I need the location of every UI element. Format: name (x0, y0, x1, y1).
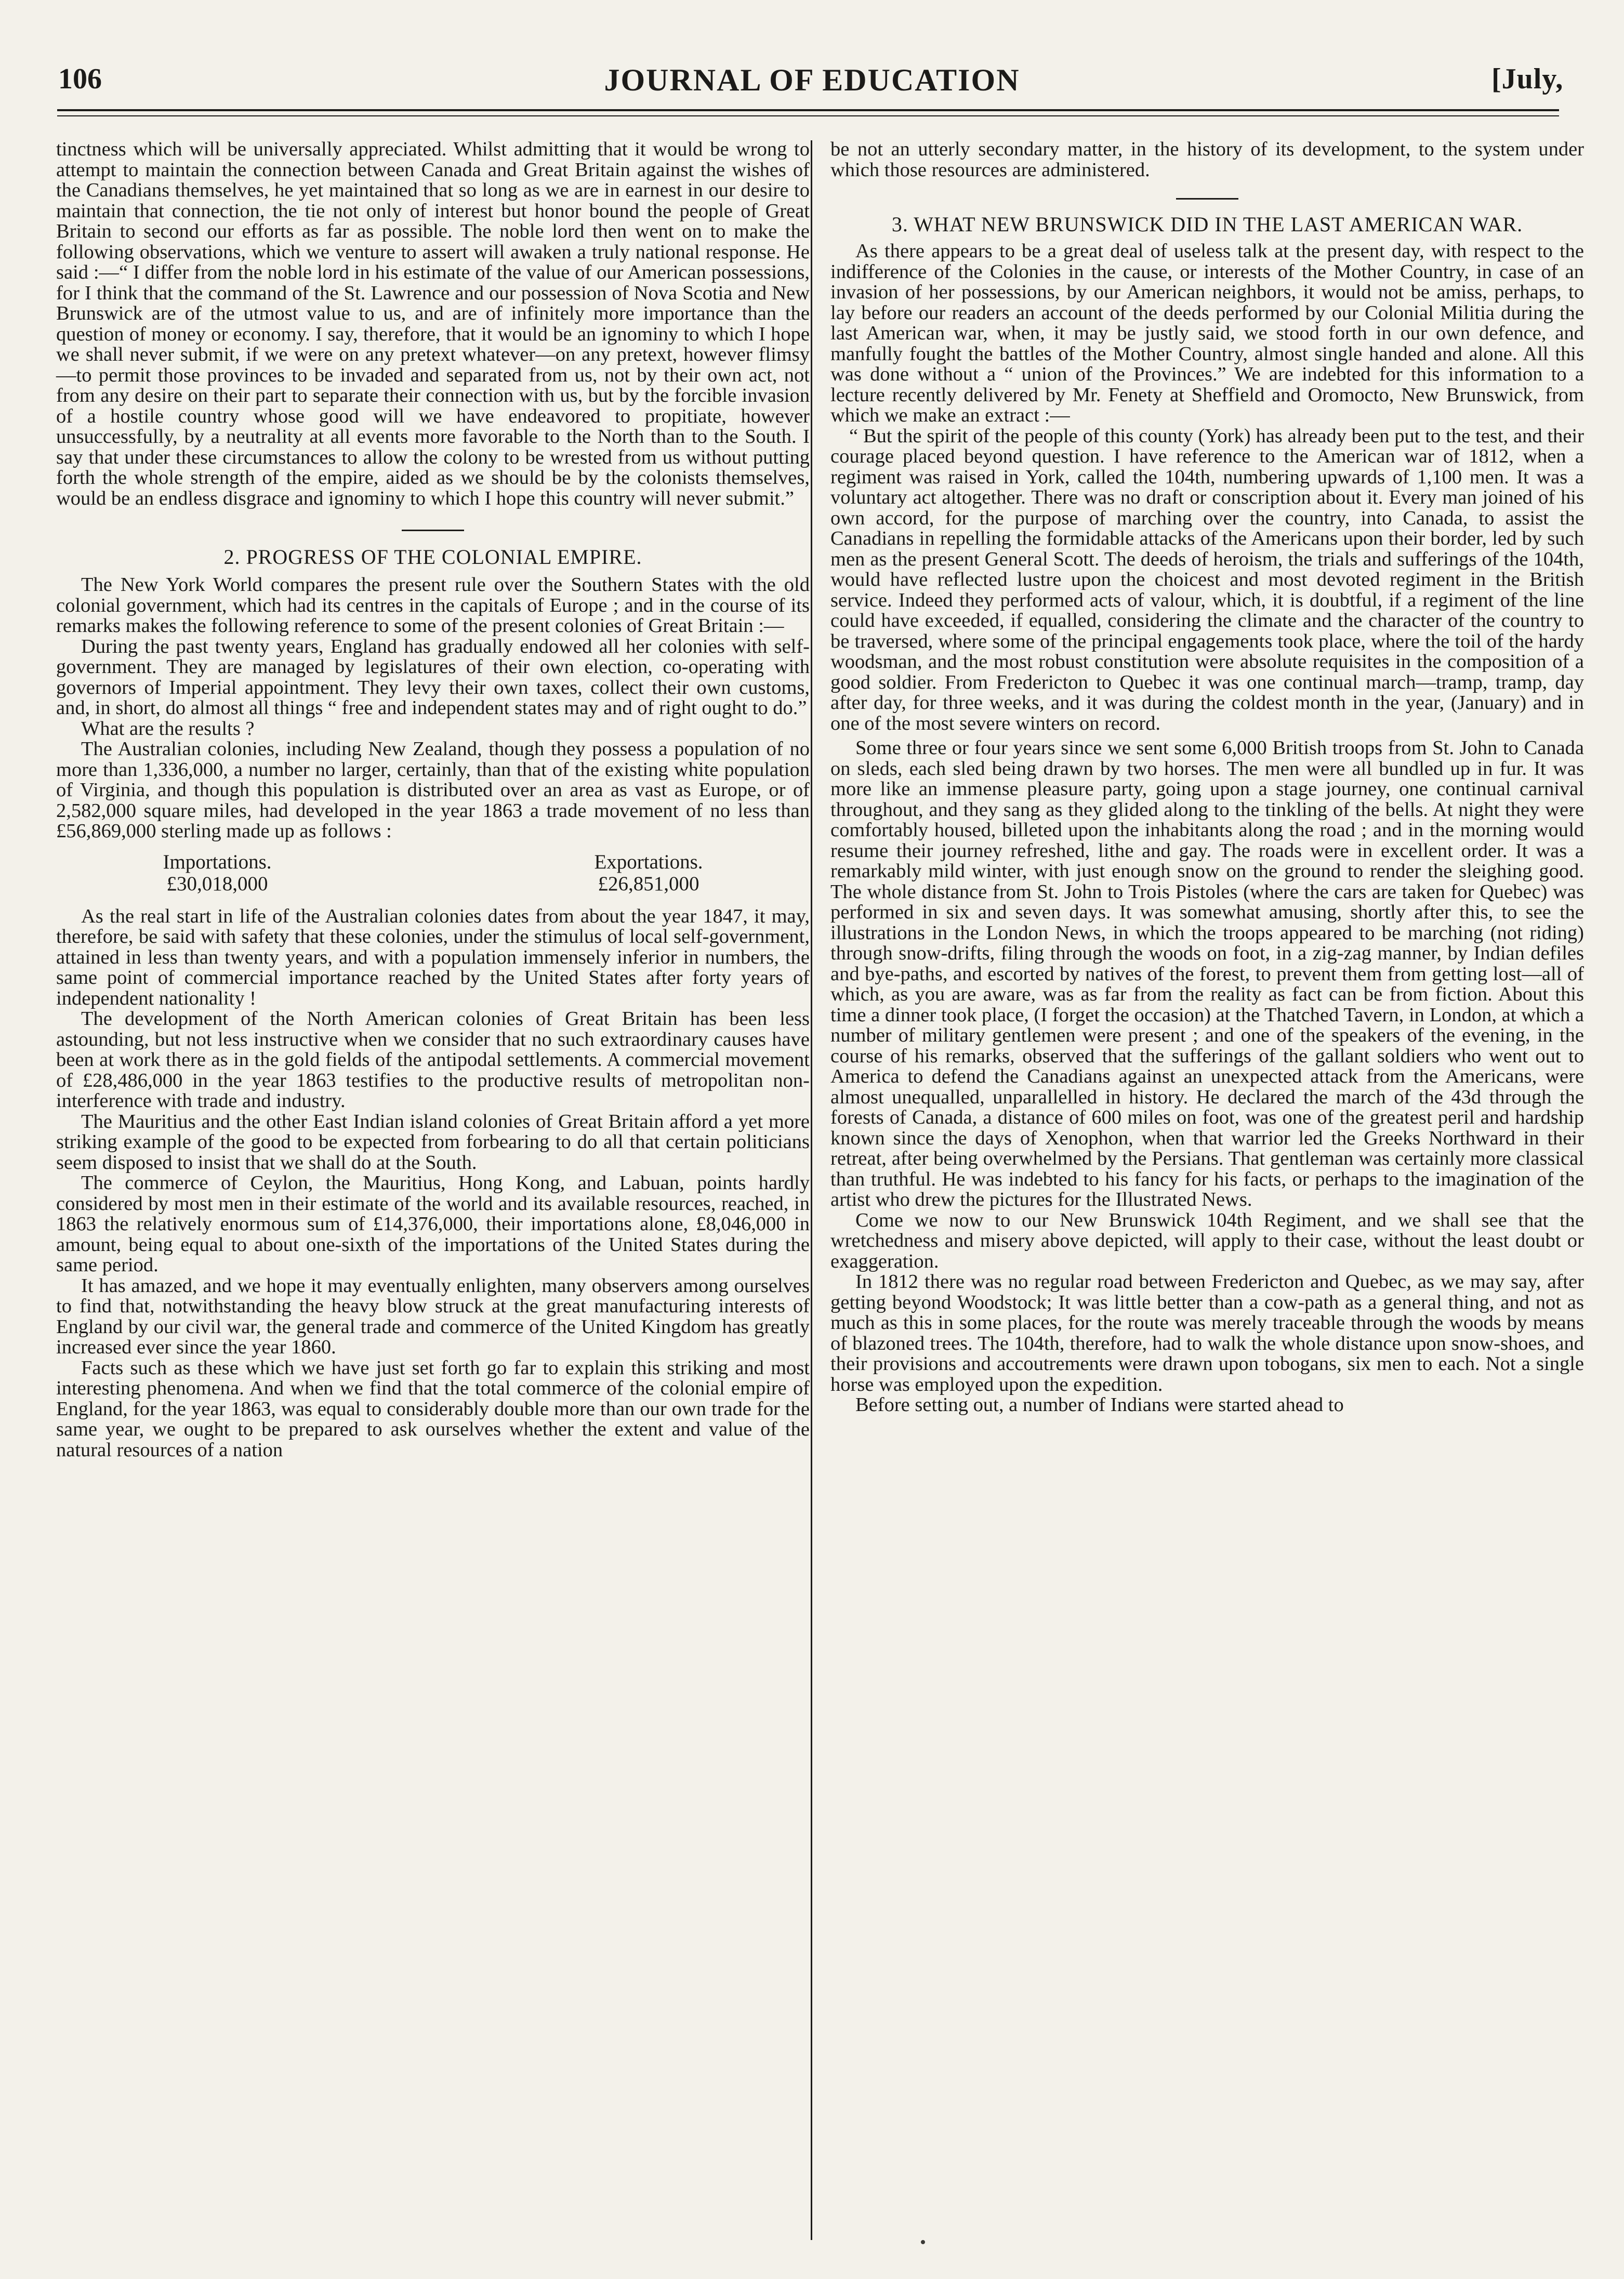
imports-cell (56, 851, 378, 895)
paragraph: The commerce of Ceylon, the Mauritius, Hong Kong, and Labuan, points hardly considered by most men in their estimate of the world and its available resources, reached, in 1863 the relatively enormous sum of £14,376,000, their importations alone, £8,046,000 in amount, being equal to about one-sixth of the importations of the United States during the same period. (56, 1172, 810, 1276)
paragraph: The New York World compares the present rule over the Southern States with the old colonial government, which had its centres in the capitals of Europe ; and in the course of its remarks makes the following reference to some of the present colonies of Great Britain :— (56, 574, 810, 637)
exports-value: £26,851,000 (598, 872, 699, 895)
paragraph: What are the results ? (81, 717, 255, 740)
paragraph: In 1812 there was no regular road between Fredericton and Quebec, as we may say, after getting beyond Woodstock; It was little better than a cow-path as a general thing, and not as much as this in some places, for the route was merely traceable through the woods by means of blazoned trees. The 104th, therefore, had to walk the whole distance upon snow-shoes, and their provisions and accoutrements were drawn upon tobogans, six men to each. Not a single horse was employed upon the expedition. (830, 1271, 1584, 1395)
quoted-paragraph: “ But the spirit of the people of this county (York) has already been put to the test, and their courage placed beyond question. I have reference to the American war of 1812, when a regiment was raised in York, called the 104th, numbering upwards of 1,100 men. It was a voluntary act altogether. There was no draft or conscription about it. Every man joined of his own accord, for the purpose of marching over the country, into Canada, to assist the Canadians in repelling the formidable attacks of the Americans upon their border, led by such men as the present General Scott. The deeds of heroism, the trials and sufferings of the 104th, would have reflected lustre upon the choicest and most devoted regiment in the British service. Indeed they performed acts of valour, which, it is doubtful, if a regiment of the line could have exceeded, if equalled, considering the climate and the character of the country to be traversed, where some of the principal engagements took place, where the toil of the hardy woodsman, and the most robust constitution were absolute requisites in the composition of a good soldier. From Fredericton to Quebec it was one continual march—tramp, tramp, day after day, for three weeks, and it was during the coldest month in the year, (January) and in one of the most severe winters on record. (830, 425, 1584, 734)
header-rule-top (57, 109, 1559, 111)
left-column (56, 139, 810, 1460)
journal-title: JOURNAL OF EDUCATION (604, 63, 1020, 97)
paragraph: Before setting out, a number of Indians were started ahead to (855, 1394, 1344, 1416)
paragraph: The Australian colonies, including New Zealand, though they possess a population of no more than 1,336,000, a number no larger, certainly, than that of the existing white population of Virginia, and though this population is distributed over an area as vast as Europe, or of 2,582,000 square miles, had developed in the year 1863 a trade movement of no less than £56,869,000 sterling made up as follows : (56, 738, 810, 842)
section-heading-3: 3. WHAT NEW BRUNSWICK DID IN THE LAST AMERICAN WAR. (891, 213, 1523, 236)
page-header (0, 62, 1624, 104)
imports-label: Importations. (163, 850, 272, 873)
article-2-continuation: be not an utterly secondary matter, in the history of its development, to the system under which those resources are administered. (830, 138, 1584, 181)
paragraph: As the real start in life of the Australian colonies dates from about the year 1847, it may, therefore, be said with safety that these colonies, under the stimulus of local self-government, attained in less than twenty years, and with a population immensely inferior in numbers, the same point of commercial importance reached by the United States after forty years of independent nationality ! (56, 905, 810, 1009)
paragraph: The Mauritius and the other East Indian island colonies of Great Britain afford a yet more striking example of the good to be expected from forbearing to do all that certain politicians seem disposed to insist that we shall do at the South. (56, 1110, 810, 1174)
article-1-continuation: tinctness which will be universally appreciated. Whilst admitting that it would be wrong to attempt to maintain the connection between Canada and Great Britain against the wishes of the Canadians themselves, he yet maintained that so long as we are in earnest in our desire to maintain that connection, the tie not only of interest but honor bound the people of Great Britain to second our efforts as far as possible. The noble lord then went on to make the following observations, which we venture to assert will awaken a truly national response. He said :—“ I differ from the noble lord in his estimate of the value of our American possessions, for I think that the command of the St. Lawrence and our possession of Nova Scotia and New Brunswick are of the utmost value to us, and are of infinitely more importance than the question of money or economy. I say, therefore, that it would be an ignominy to which I hope we shall never submit, if we were on any pretext whatever—on any pretext, however flimsy—to permit those provinces to be invaded and separated from us, not by their own act, not from any desire on their part to separate their connection with us, but by the forcible invasion of a hostile country whose good will we have endeavored to propitiate, however unsuccessfully, by a neutrality at all events more favorable to the North than to the South. I say that under these circumstances to allow the colony to be wrested from us without putting forth the whole strength of the empire, aided as we should be by the colonists themselves, would be an endless disgrace and ignominy to which I hope this country will never submit.” (56, 138, 810, 509)
issue-month: [July, (1491, 63, 1564, 95)
paragraph: The development of the North American colonies of Great Britain has been less astounding, but not less instructive when we consider that no such extraordinary causes have been at work there as in the gold fields of the antipodal settlements. A commercial movement of £28,486,000 in the year 1863 testifies to the productive results of metropolitan non-interference with trade and industry. (56, 1008, 810, 1112)
trade-table (56, 851, 810, 895)
paragraph: As there appears to be a great deal of useless talk at the present day, with respect to the indifference of the Colonies in the cause, or interests of the Mother Country, in case of an invasion of her possessions, by our American neighbors, it would not be amiss, perhaps, to lay before our readers an account of the deeds performed by our Colonial Militia during the last American war, when, it may be justly said, we stood forth in our own defence, and manfully fought the battles of the Mother Country, almost single handed and alone. All this was done without a “ union of the Provinces.” We are indebted for this information to a lecture recently delivered by Mr. Fenety at Sheffield and Oromocto, New Brunswick, from which we make an extract :— (830, 240, 1584, 426)
imports-value: £30,018,000 (166, 872, 268, 895)
exports-label: Exportations. (594, 850, 703, 873)
paragraph: Come we now to our New Brunswick 104th Regiment, and we shall see that the wretchedness and misery above depicted, will apply to their case, without the least doubt or exaggeration. (830, 1209, 1584, 1272)
print-speck (921, 2240, 925, 2244)
paragraph: Some three or four years since we sent some 6,000 British troops from St. John to Canada on sleds, each sled being drawn by two horses. The men were all bundled up in fur. It was more like an immense pleasure party, going upon a stage journey, one continual carnival throughout, and they sang as they glided along to the tinkling of the bells. At night they were comfortably housed, billeted upon the inhabitants along the road ; and in the morning would resume their journey refreshed, lithe and gay. The roads were in excellent order. It was a remarkably mild winter, with just enough snow on the ground to render the sleighing good. The whole distance from St. John to Trois Pistoles (where the cars are taken for Quebec) was performed in six and seven days. It was somewhat amusing, shortly after this, to see the illustrations in the London News, in which the troops appeared to be marching (not riding) through snow-drifts, filing through the woods on foot, in a zig-zag manner, by Indian defiles and bye-paths, and escorted by natives of the forest, to prevent them from getting lost—all of which, as you are aware, was as far from the reality as fact can be from fiction. About this time a dinner took place, (I forget the occasion) at the Thatched Tavern, in London, at which a number of military gentlemen were present ; and one of the speakers of the evening, in the course of his remarks, observed that the sufferings of the gallant soldiers who went out to America to defend the Canadians against an unexpected attack from the Americans, were almost unequalled, unparallelled in history. He declared the march of the 43d through the forests of Canada, a distance of 600 miles on foot, was one of the greatest peril and hardship known since the days of Xenophon, when that warrior led the Greeks Northward in their retreat, after being overwhelmed by the Persians. That gentleman was certainly more classical than truthful. He was indebted to his fancy for his facts, or perhaps to the imagination of the artist who drew the pictures for the Illustrated News. (830, 737, 1584, 1210)
section-heading-2: 2. PROGRESS OF THE COLONIAL EMPIRE. (223, 545, 642, 569)
header-rule-bottom (57, 115, 1559, 116)
page-number: 106 (58, 63, 102, 95)
paragraph: During the past twenty years, England has gradually endowed all her colonies with self-government. They are managed by legislatures of their own election, co-operating with governors of Imperial appointment. They levy their own taxes, collect their own customs, and, in short, do almost all things “ free and independent states may and of right ought to do.” (56, 635, 810, 719)
paragraph: It has amazed, and we hope it may eventually enlighten, many observers among ourselves to find that, notwithstanding the heavy blow struck at the great manufacturing interests of England by our civil war, the general trade and commerce of the United Kingdom has greatly increased ever since the year 1860. (56, 1274, 810, 1358)
right-column (830, 139, 1584, 1416)
column-divider (811, 140, 812, 2240)
exports-cell (487, 851, 810, 895)
paragraph: Facts such as these which we have just set forth go far to explain this striking and most interesting phenomena. And when we find that the total commerce of the colonial empire of England, for the year 1863, was equal to considerably double more than our own trade for the same year, we ought to be prepared to ask ourselves whether the extent and value of the natural resources of a nation (56, 1356, 810, 1461)
